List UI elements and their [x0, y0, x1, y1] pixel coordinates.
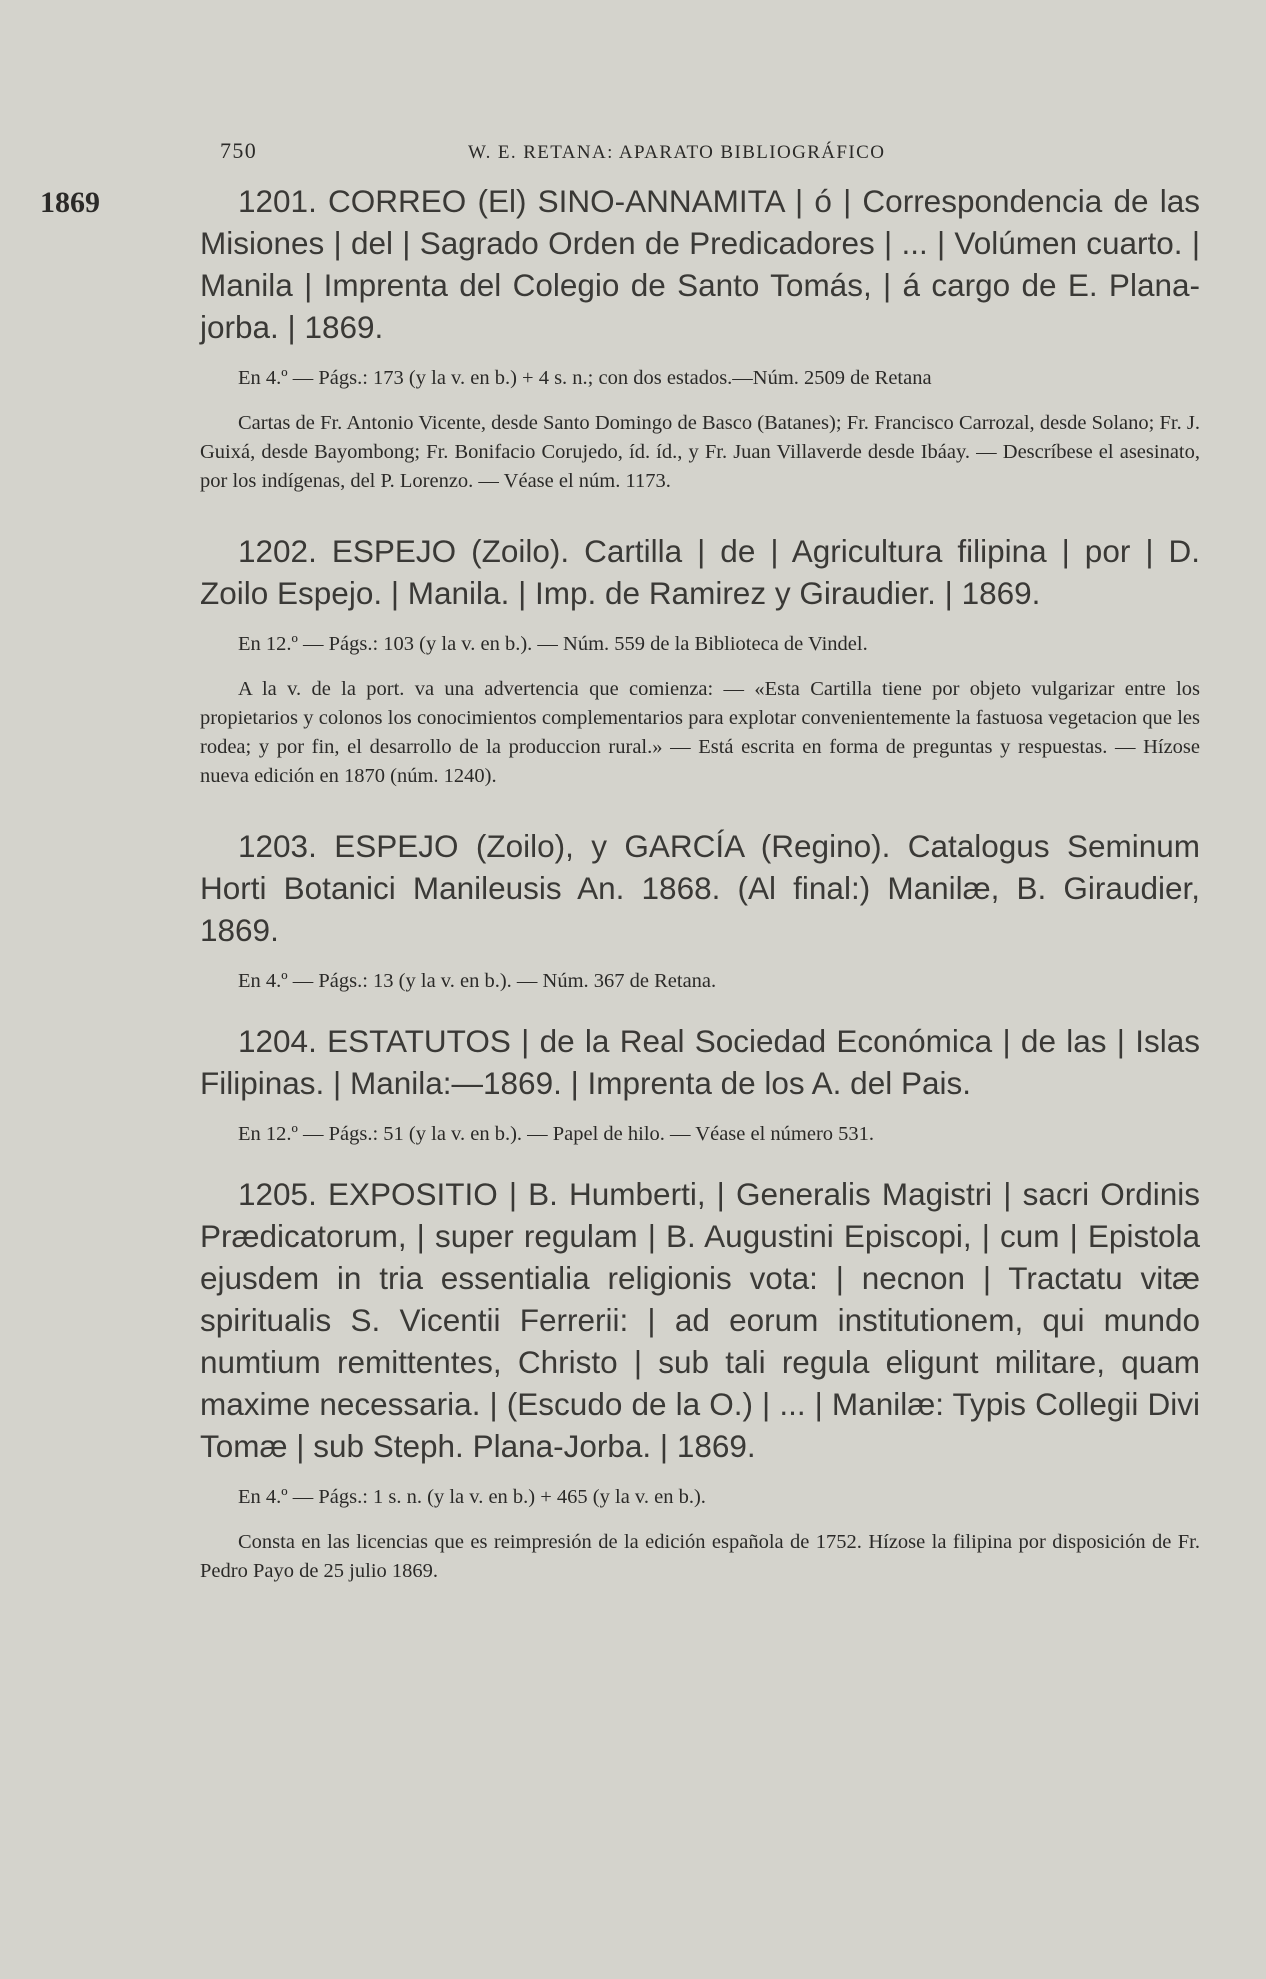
entry-collation: En 12.º — Págs.: 103 (y la v. en b.). — Núm. 559 de la Biblioteca de Vindel. [238, 633, 868, 655]
entry-title: 1203. ESPEJO (Zoilo), y GARCÍA (Regino). Catalogus Seminum Horti Botanici Manileusis An. 1868. (Al final:) Manilæ, B. Giraudier, 1869. [200, 828, 1200, 948]
entry-1205 [200, 1173, 1200, 1586]
entry-title: 1202. ESPEJO (Zoilo). Cartilla | de | Agricultura filipina | por | D. Zoilo Espejo. | Manila. | Imp. de Ramirez y Giraudier. | 1869. [200, 533, 1200, 611]
entry-title: 1205. EXPOSITIO | B. Humberti, | Generalis Magistri | sacri Ordinis Prædicatorum, | super regulam | B. Augustini Episcopi, | cum | Epistola ejusdem in tria essentialia religionis vota: | necnon | Tractatu vitæ spiritualis S. Vicentii Ferrerii: | ad eorum institutionem, qui mundo numtium remittentes, Christo | sub tali regula eligunt militare, quam maxime necessaria. | (Escudo de la O.) | ... | Manilæ: Typis Collegii Divi Tomæ | sub Steph. Plana-Jorba. | 1869. [200, 1176, 1200, 1464]
entry-collation: En 12.º — Págs.: 51 (y la v. en b.). — Papel de hilo. — Véase el número 531. [238, 1123, 875, 1145]
entries-list [200, 180, 1200, 1586]
entry-1204 [200, 1020, 1200, 1149]
entry-collation: En 4.º — Págs.: 173 (y la v. en b.) + 4 s. n.; con dos estados.—Núm. 2509 de Retana [238, 367, 932, 389]
entry-1201 [200, 180, 1200, 496]
page-number: 750 [220, 138, 258, 163]
entry-description: Cartas de Fr. Antonio Vicente, desde Santo Domingo de Basco (Batanes); Fr. Francisco Carrozal, desde Solano; Fr. J. Guixá, desde Bayombong; Fr. Bonifacio Corujedo, íd. íd., y Fr. Juan Villaverde desde Ibáay. — Descríbese el asesinato, por los indígenas, del P. Lorenzo. — Véase el núm. 1173. [200, 412, 1200, 492]
entry-title: 1201. CORREO (El) SINO-ANNAMITA | ó | Correspondencia de las Misiones | del | Sagrado Orden de Predicadores | ... | Volúmen cuarto. | Manila | Imprenta del Colegio de Santo Tomás, | á cargo de E. Plana-jorba. | 1869. [200, 183, 1200, 345]
entry-1203 [200, 825, 1200, 996]
running-head: W. E. RETANA: APARATO BIBLIOGRÁFICO [468, 142, 886, 163]
entry-1202 [200, 530, 1200, 791]
entry-collation: En 4.º — Págs.: 1 s. n. (y la v. en b.) + 465 (y la v. en b.). [238, 1486, 706, 1508]
margin-year: 1869 [40, 186, 100, 219]
entry-title: 1204. ESTATUTOS | de la Real Sociedad Económica | de las | Islas Filipinas. | Manila:—1869. | Imprenta de los A. del Pais. [200, 1023, 1200, 1101]
entry-description: Consta en las licencias que es reimpresión de la edición española de 1752. Hízose la filipina por disposición de Fr. Pedro Payo de 25 julio 1869. [200, 1531, 1200, 1582]
entry-collation: En 4.º — Págs.: 13 (y la v. en b.). — Núm. 367 de Retana. [238, 970, 717, 992]
entry-description: A la v. de la port. va una advertencia que comienza: — «Esta Cartilla tiene por objeto vulgarizar entre los propietarios y colonos los conocimientos complementarios para explotar convenientemente la fastuosa vegetacion que les rodea; y por fin, el desarrollo de la produccion rural.» — Está escrita en forma de preguntas y respuestas. — Hízose nueva edición en 1870 (núm. 1240). [200, 678, 1200, 787]
